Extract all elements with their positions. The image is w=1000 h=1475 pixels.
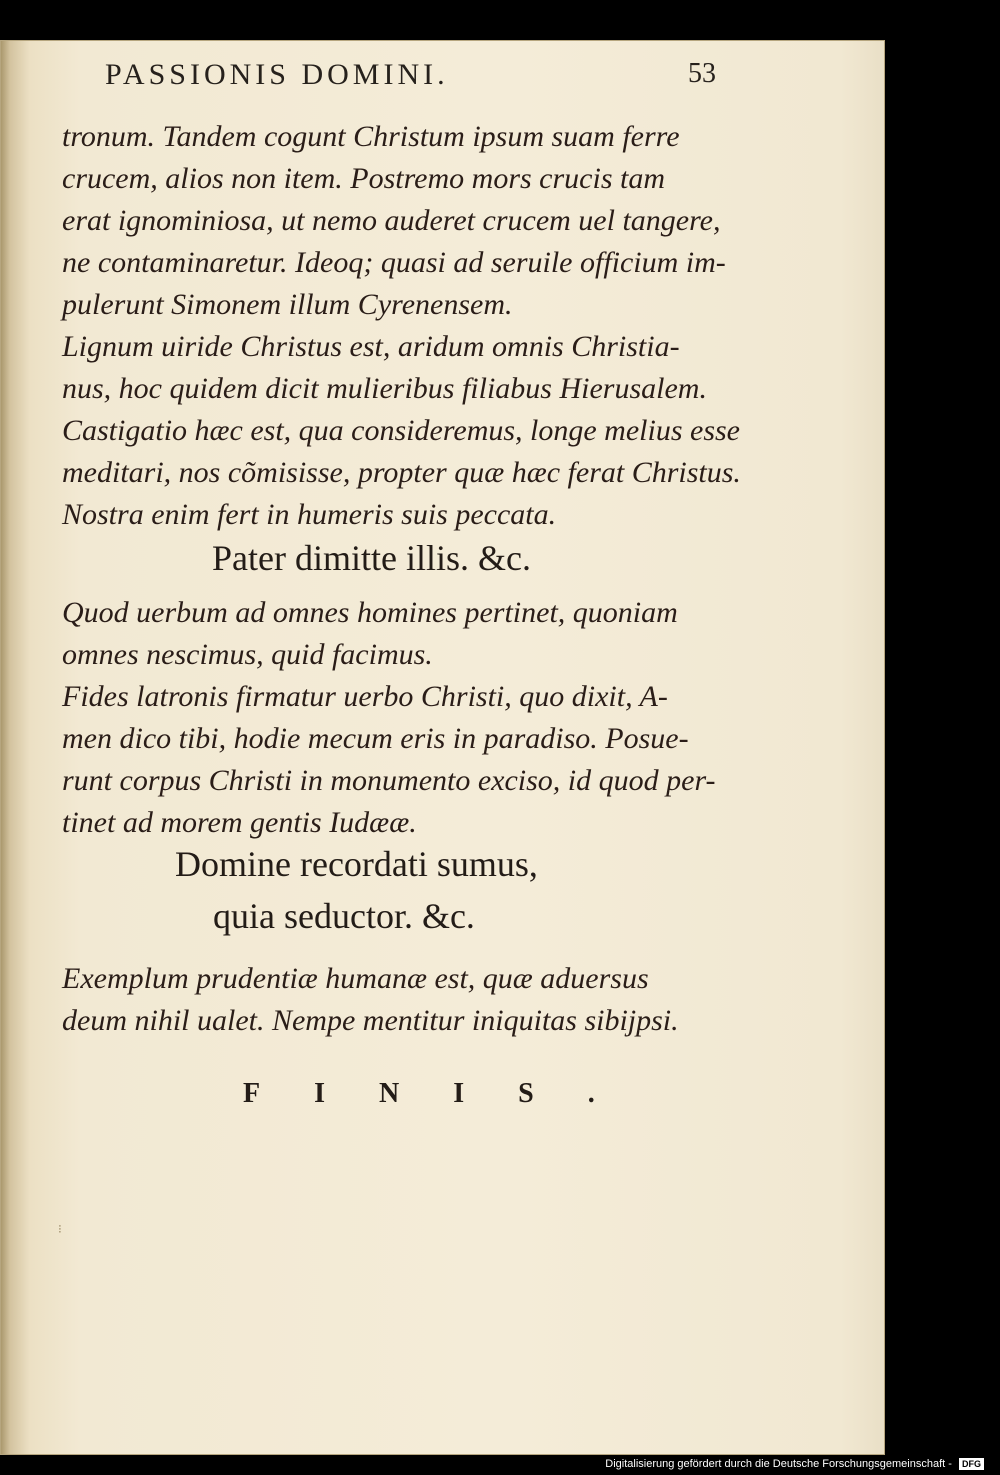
footer-text: Digitalisierung gefördert durch die Deutsche Forschungsgemeinschaft - [605, 1458, 952, 1470]
text-line: tronum. Tandem cogunt Christum ipsum suam ferre [62, 120, 680, 153]
text-line: crucem, alios non item. Postremo mors crucis tam [62, 162, 665, 195]
text-line: Fides latronis firmatur uerbo Christi, quo dixit, A- [62, 680, 668, 713]
text-line: Castigatio hæc est, qua consideremus, longe melius esse [62, 414, 740, 447]
text-line: ne contaminaretur. Ideoq; quasi ad seruile officium im- [62, 246, 726, 279]
finis-colophon: FINIS. [243, 1078, 649, 1109]
text-line: meditari, nos cõmisisse, propter quæ hæc ferat Christus. [62, 456, 741, 489]
section-heading: quia seductor. &c. [213, 896, 475, 936]
page-number: 53 [688, 58, 716, 89]
section-heading: Domine recordati sumus, [175, 844, 538, 884]
footer-credit [605, 1458, 984, 1472]
section-heading: Pater dimitte illis. &c. [212, 538, 531, 578]
running-head: PASSIONIS DOMINI. [105, 58, 449, 91]
text-line: deum nihil ualet. Nempe mentitur iniquitas sibijpsi. [62, 1004, 679, 1037]
text-line: tinet ad morem gentis Iudææ. [62, 806, 417, 839]
text-line: omnes nescimus, quid facimus. [62, 638, 433, 671]
text-line: men dico tibi, hodie mecum eris in paradiso. Posue- [62, 722, 689, 755]
text-line: Lignum uiride Christus est, aridum omnis Christia- [62, 330, 680, 363]
text-line: runt corpus Christi in monumento exciso, id quod per- [62, 764, 716, 797]
text-line: pulerunt Simonem illum Cyrenensem. [62, 288, 513, 321]
text-line: nus, hoc quidem dicit mulieribus filiabus Hierusalem. [62, 372, 707, 405]
dfg-logo: DFG [959, 1458, 984, 1470]
text-line: Quod uerbum ad omnes homines pertinet, quoniam [62, 596, 678, 629]
text-line: Nostra enim fert in humeris suis peccata. [62, 498, 557, 531]
ink-speck: ⁝ [58, 1222, 62, 1236]
text-line: erat ignominiosa, ut nemo auderet crucem uel tangere, [62, 204, 721, 237]
text-line: Exemplum prudentiæ humanæ est, quæ aduersus [62, 962, 649, 995]
